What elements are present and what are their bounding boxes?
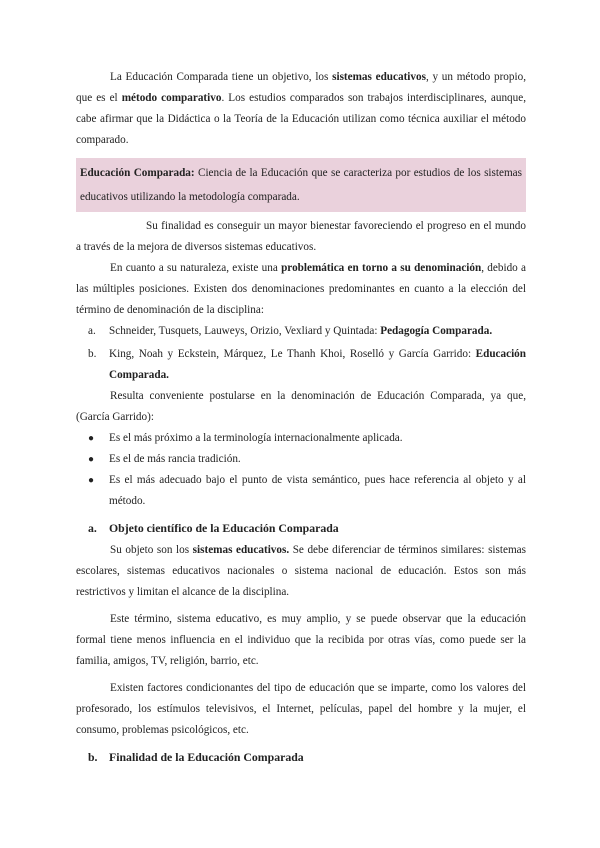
heading-marker: a.: [88, 521, 97, 535]
bullet-marker: ●: [88, 475, 95, 486]
list-item-bold: Pedagogía Comparada.: [380, 325, 493, 337]
list-item-text: Schneider, Tusquets, Lauweys, Orizio, Vexliard y Quintada:: [109, 325, 381, 337]
text-run: , debido a las múltiples posiciones. Existen dos denominaciones predominantes en cuanto a la elección del término de denominación de la disciplina:: [76, 262, 526, 316]
text-run: La Educación Comparada tiene un objetivo, los: [110, 71, 333, 83]
paragraph-intro: [76, 67, 526, 151]
purpose-text: Su finalidad es conseguir un mayor bienestar favoreciendo el progreso en el mundo a través de la mejora de diversos sistemas educativos.: [76, 220, 526, 253]
bold-term: sistemas educativos.: [192, 544, 290, 556]
bullet-marker: ●: [88, 454, 95, 465]
list-item-text: Es el más adecuado bajo el punto de vista semántico, pues hace referencia al objeto y al método.: [109, 474, 526, 507]
paragraph-system: Este término, sistema educativo, es muy amplio, y se puede observar que la educación formal tiene menos influencia en el individuo que la recibida por otras vías, como puede ser la familia, amigos, TV, religión, barrio, etc.: [76, 613, 526, 667]
list-item-bold: Educación Comparada.: [109, 348, 526, 381]
text-run: Se debe diferenciar de términos similares: sistemas escolares, sistemas educativos nacionales o sistema nacional de educación. Estos son más restrictivos y limitan el alcance de la disciplina.: [76, 544, 526, 598]
bold-term: sistemas educativos: [332, 71, 426, 83]
list-item: [76, 428, 526, 449]
text-run: Su objeto son los: [110, 544, 193, 556]
list-item-text: Es el más próximo a la terminología internacionalmente aplicada.: [109, 432, 403, 444]
reasons-list: [76, 428, 526, 512]
bold-term: problemática en torno a su denominación: [281, 262, 482, 274]
text-run: . Los estudios comparados son trabajos interdisciplinares, aunque, cabe afirmar que la Didáctica o la Teoría de la Educación utilizan como técnica auxiliar el método comparado.: [76, 92, 527, 146]
definition-box: [76, 158, 526, 212]
paragraph-purpose: [76, 216, 526, 258]
denominations-list: [76, 321, 526, 386]
bullet-marker: ●: [88, 433, 95, 444]
list-item-text: King, Noah y Eckstein, Márquez, Le Thanh Khoi, Roselló y García Garrido:: [109, 348, 476, 360]
list-item: [76, 321, 526, 342]
heading-marker: b.: [88, 750, 98, 764]
definition-text: Ciencia de la Educación que se caracteriza por estudios de los sistemas educativos utilizando la metodología comparada.: [80, 167, 522, 203]
definition-term: Educación Comparada:: [80, 167, 195, 179]
paragraph-nature: [76, 258, 526, 321]
paragraph-object: [76, 540, 526, 603]
heading-title: Objeto científico de la Educación Comparada: [109, 521, 339, 535]
list-item: [76, 344, 526, 386]
list-marker: b.: [88, 348, 97, 360]
paragraph-convenience: Resulta conveniente postularse en la denominación de Educación Comparada, ya que, (García Garrido):: [76, 390, 526, 423]
text-run: , y un método propio, que es el: [76, 71, 526, 104]
paragraph-factors: Existen factores condicionantes del tipo de educación que se imparte, como los valores del profesorado, los estímulos televisivos, el Internet, películas, papel del hombre y la mujer, el consumo, problemas psicológicos, etc.: [76, 682, 526, 736]
list-item: [76, 449, 526, 470]
list-item-text: Es el de más rancia tradición.: [109, 453, 241, 465]
section-heading-purpose: [76, 745, 526, 769]
heading-title: Finalidad de la Educación Comparada: [109, 750, 304, 764]
list-marker: a.: [88, 325, 96, 337]
text-run: En cuanto a su naturaleza, existe una: [110, 262, 282, 274]
list-item: [76, 470, 526, 512]
section-heading-object: [76, 516, 526, 540]
bold-term: método comparativo: [121, 92, 222, 104]
